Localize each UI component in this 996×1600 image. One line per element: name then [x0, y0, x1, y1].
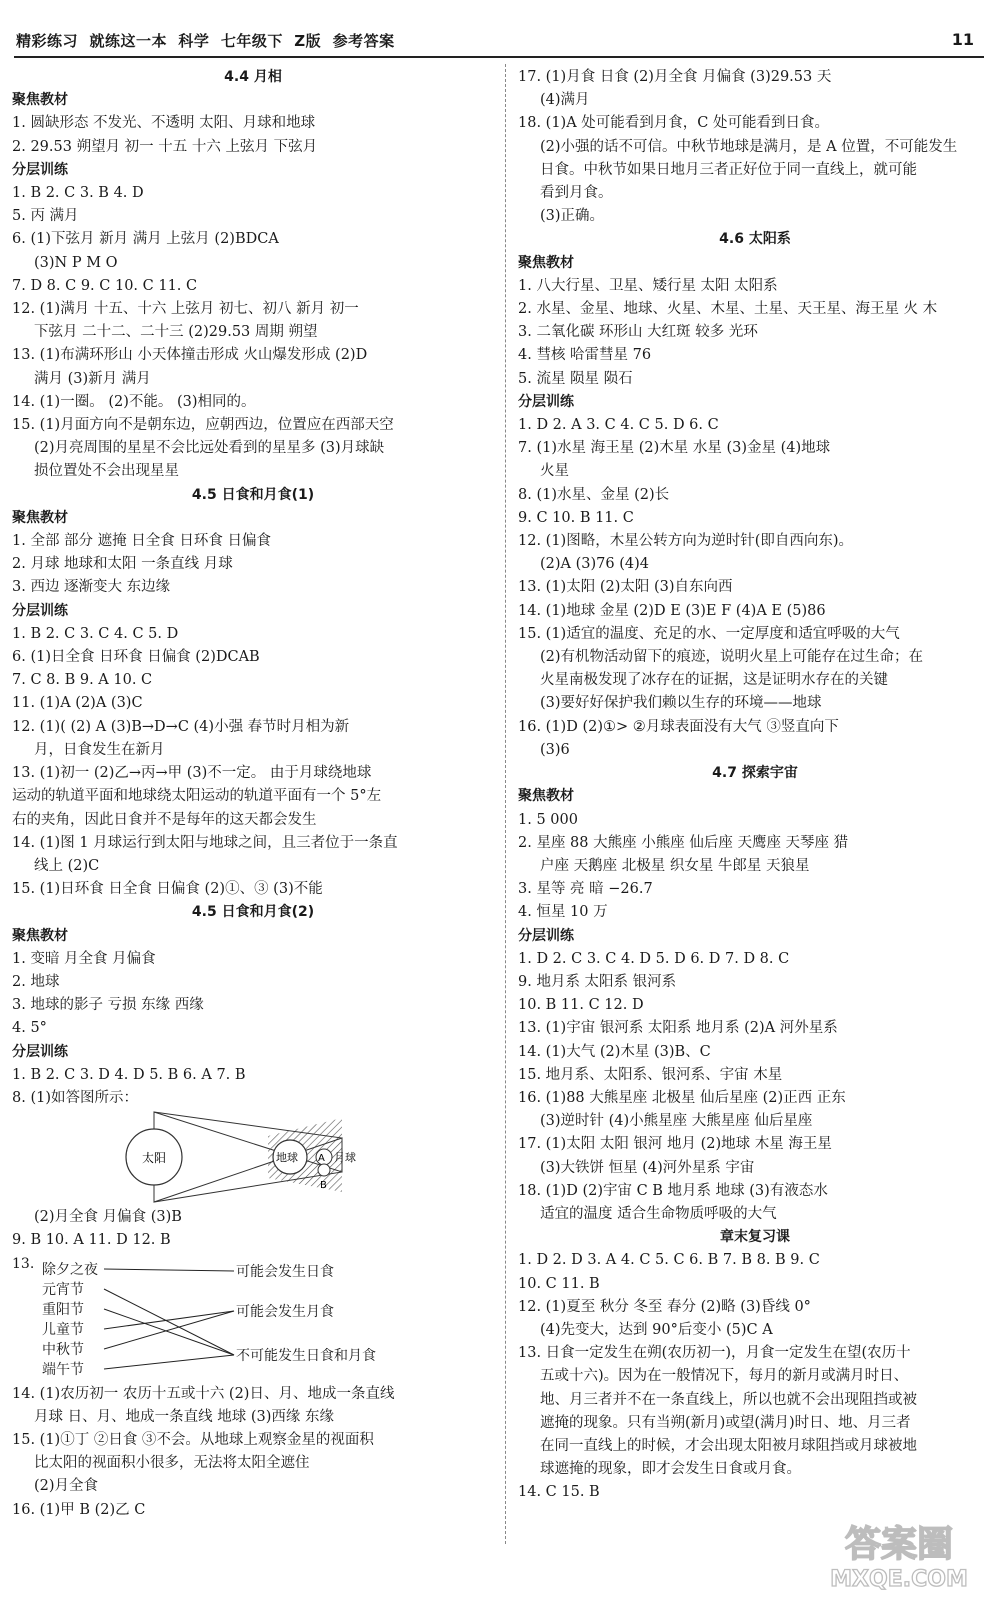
moon-b-circle — [318, 1164, 330, 1176]
answer-line: (3)大铁饼 恒星 (4)河外星系 宇宙 — [540, 1159, 755, 1176]
answer-line: 月球 日、月、地成一条直线 地球 (3)西缘 东缘 — [34, 1408, 334, 1425]
answer-line: 户座 天鹅座 北极星 织女星 牛郎星 天狼星 — [540, 857, 810, 874]
answer-line: 8. (1)如答图所示： — [12, 1089, 138, 1106]
answer-line: 10. B 11. C 12. D — [518, 997, 644, 1014]
answer-line: 地、月三者并不在一条直线上，所以也就不会出现阻挡或被 — [540, 1391, 917, 1408]
answer-line: 1. 八大行星、卫星、矮行星 太阳 太阳系 — [518, 277, 778, 294]
match-line — [104, 1289, 234, 1355]
festival-label: 重阳节 — [42, 1301, 84, 1318]
subsection-label: 分层训练 — [518, 393, 574, 410]
answer-line: 五或十六)。因为在一般情况下，每月的新月或满月时日、 — [540, 1368, 909, 1385]
section-title: 4.7 探索宇宙 — [712, 765, 798, 782]
watermark-stamp — [824, 1516, 974, 1594]
answer-line: 4. 彗核 哈雷彗星 76 — [518, 347, 652, 364]
sun-label: 太阳 — [141, 1151, 167, 1166]
match-line — [104, 1269, 234, 1271]
answer-line: 14. (1)一圈。 (2)不能。 (3)相同的。 — [12, 393, 256, 410]
answer-line: (2)A (3)76 (4)4 — [540, 556, 649, 573]
eclipse-diagram-svg — [12, 1110, 494, 1206]
answer-line: 11. (1)A (2)A (3)C — [12, 695, 143, 712]
subsection-label: 聚焦教材 — [518, 788, 574, 805]
answer-line: 4. 5° — [12, 1020, 47, 1037]
left-column — [12, 66, 494, 1522]
match-line — [104, 1311, 234, 1329]
answer-line: 1. 5 000 — [518, 811, 578, 828]
answer-line: (3)逆时针 (4)小熊星座 大熊星座 仙后星座 — [540, 1113, 813, 1130]
answer-line: 2. 星座 88 大熊座 小熊座 仙后座 天鹰座 天琴座 猎 — [518, 834, 849, 851]
page-header — [0, 0, 996, 56]
answer-line: (2)小强的话不可信。中秋节地球是满月，是 A 位置，不可能发生 — [540, 138, 958, 155]
answer-line: 运动的轨道平面和地球绕太阳运动的轨道平面有一个 5°左 — [12, 788, 382, 805]
answer-line: 13. (1)宇宙 银河系 太阳系 地月系 (2)A 河外星系 — [518, 1020, 838, 1037]
subsection-label: 分层训练 — [518, 927, 574, 944]
answer-line: 比太阳的视面积小很多，无法将太阳全遮住 — [34, 1455, 310, 1472]
answer-line: 15. (1)日环食 日全食 日偏食 (2)①、③ (3)不能 — [12, 881, 323, 898]
answer-line: 1. B 2. C 3. B 4. D — [12, 185, 144, 202]
subsection-label: 聚焦教材 — [12, 92, 68, 109]
answer-line: 7. C 8. B 9. A 10. C — [12, 672, 153, 689]
answer-line: 7. (1)水星 海王星 (2)木星 水星 (3)金星 (4)地球 — [518, 440, 831, 457]
stamp-logo-svg — [824, 1516, 974, 1594]
answer-line: 3. 二氧化碳 环形山 大红斑 较多 光环 — [518, 324, 758, 341]
answer-number: 13. — [12, 1255, 35, 1272]
festival-label: 元宵节 — [42, 1281, 84, 1298]
answer-line: 8. (1)水星、金星 (2)长 — [518, 486, 670, 503]
answer-line: 13. 日食一定发生在朔(农历初一)，月食一定发生在望(农历十 — [518, 1345, 911, 1362]
festival-label: 中秋节 — [42, 1341, 84, 1358]
answer-line: 9. C 10. B 11. C — [518, 509, 634, 526]
answer-line: 14. (1)地球 金星 (2)D E (3)E F (4)A E (5)86 — [518, 602, 826, 619]
section-title: 4.4 月相 — [224, 69, 282, 85]
answer-line: (2)有机物活动留下的痕迹，说明火星上可能存在过生命；在 — [540, 649, 924, 666]
answer-line: 球遮掩的现象，即才会发生日食或月食。 — [540, 1461, 801, 1478]
answer-line: 看到月食。 — [540, 185, 613, 202]
answer-line: 2. 29.53 朔望月 初一 十五 十六 上弦月 下弦月 — [12, 138, 318, 155]
answer-line: 火星南极发现了冰存在的证据，这是证明水存在的关键 — [540, 672, 888, 689]
subsection-label: 聚焦教材 — [12, 509, 68, 526]
answer-line: 16. (1)88 大熊星座 北极星 仙后星座 (2)正西 正东 — [518, 1089, 846, 1106]
festival-label: 儿童节 — [42, 1321, 84, 1338]
header-title: 精彩练习 就练这一本 科学 七年级下 Z版 参考答案 — [16, 32, 395, 50]
answer-line: 月，日食发生在新月 — [34, 741, 165, 758]
answer-line: 遮掩的现象。只有当朔(新月)或望(满月)时日、地、月三者 — [540, 1414, 911, 1431]
match-line — [104, 1311, 234, 1349]
answer-line: 1. D 2. A 3. C 4. C 5. D 6. C — [518, 417, 719, 434]
answer-line: 在同一直线上的时候，才会出现太阳被月球阻挡或月球被地 — [540, 1437, 917, 1454]
answer-line: 2. 月球 地球和太阳 一条直线 月球 — [12, 556, 233, 573]
answer-line: 14. (1)农历初一 农历十五或十六 (2)日、月、地成一条直线 — [12, 1385, 395, 1402]
answer-line: 14. (1)图 1 月球运行到太阳与地球之间，且三者位于一条直 — [12, 834, 398, 851]
column-divider — [505, 64, 506, 1544]
subsection-label: 分层训练 — [12, 1043, 68, 1060]
answer-line: 3. 星等 亮 暗 −26.7 — [518, 881, 653, 898]
answer-line: (3)N P M O — [34, 254, 118, 271]
answer-line: 15. 地月系、太阳系、银河系、宇宙 木星 — [518, 1066, 783, 1083]
answer-line: 12. (1)夏至 秋分 冬至 春分 (2)略 (3)昏线 0° — [518, 1298, 811, 1315]
answer-line: 15. (1)①丁 ②日食 ③不会。从地球上观察金星的视面积 — [12, 1431, 374, 1448]
answer-line: (4)先变大，达到 90°后变小 (5)C A — [540, 1321, 773, 1338]
answer-line: 18. (1)A 处可能看到月食，C 处可能看到日食。 — [518, 115, 829, 132]
answer-line: 5. 丙 满月 — [12, 208, 79, 225]
right-column — [518, 66, 992, 1505]
point-b-label: B — [320, 1180, 327, 1192]
answer-line: 15. (1)月面方向不是朝东边，应朝西边，位置应在西部天空 — [12, 417, 394, 434]
answer-line: 13. (1)布满环形山 小天体撞击形成 火山爆发形成 (2)D — [12, 347, 368, 364]
answer-line: 下弦月 二十二、二十三 (2)29.53 周期 朔望 — [34, 324, 318, 341]
answer-line: 9. B 10. A 11. D 12. B — [12, 1232, 171, 1249]
answer-line: 17. (1)月食 日食 (2)月全食 月偏食 (3)29.53 天 — [518, 69, 832, 85]
matching-lines — [12, 1253, 494, 1383]
answer-line: 日食。中秋节如果日地月三者正好位于同一直线上，就可能 — [540, 161, 917, 178]
earth-label: 地球 — [276, 1151, 298, 1165]
answer-line: 18. (1)D (2)宇宙 C B 地月系 地球 (3)有液态水 — [518, 1182, 828, 1199]
section-title: 4.5 日食和月食(1) — [191, 486, 315, 503]
answer-line: 1. D 2. C 3. C 4. D 5. D 6. D 7. D 8. C — [518, 950, 790, 967]
answer-line: 3. 西边 逐渐变大 东边缘 — [12, 579, 171, 596]
eclipse-diagram — [12, 1110, 494, 1206]
answer-line: 13. (1)初一 (2)乙→丙→甲 (3)不一定。 由于月球绕地球 — [12, 765, 372, 782]
answer-line: 6. (1)下弦月 新月 满月 上弦月 (2)BDCA — [12, 231, 279, 248]
answer-line: 线上 (2)C — [34, 857, 100, 874]
answer-line: 适宜的温度 适合生命物质呼吸的大气 — [540, 1205, 777, 1222]
answer-line: 12. (1)图略，木星公转方向为逆时针(即自西向东)。 — [518, 533, 854, 550]
outcome-label: 可能会发生日食 — [236, 1263, 334, 1280]
answer-line: 12. (1)( (2) A (3)B→D→C (4)小强 春节时月相为新 — [12, 718, 350, 735]
subsection-label: 聚焦教材 — [518, 254, 574, 271]
outcome-label: 不可能发生日食和月食 — [236, 1347, 376, 1364]
moon-label: 月球 — [334, 1151, 356, 1165]
answer-line: 5. 流星 陨星 陨石 — [518, 370, 633, 387]
subsection-label: 分层训练 — [12, 602, 68, 619]
answer-line: 1. 变暗 月全食 月偏食 — [12, 950, 156, 967]
answer-line: 2. 水星、金星、地球、火星、木星、土星、天王星、海王星 火 木 — [518, 301, 938, 318]
answer-line: 12. (1)满月 十五、十六 上弦月 初七、初八 新月 初一 — [12, 301, 359, 318]
answer-line: 2. 地球 — [12, 973, 60, 990]
answer-line: 15. (1)适宜的温度、充足的水、一定厚度和适宜呼吸的大气 — [518, 625, 900, 642]
answer-line: (3)要好好保护我们赖以生存的环境——地球 — [540, 695, 822, 712]
answer-line: (3)正确。 — [540, 208, 605, 225]
answer-line: 1. B 2. C 3. C 4. C 5. D — [12, 625, 179, 642]
festival-label: 端午节 — [42, 1361, 84, 1378]
answer-line: 4. 恒星 10 万 — [518, 904, 608, 921]
answer-line: 16. (1)D (2)①> ②月球表面没有大气 ③竖直向下 — [518, 718, 839, 735]
answer-line: (2)月全食 月偏食 (3)B — [34, 1209, 182, 1226]
answer-line: 9. 地月系 太阳系 银河系 — [518, 973, 677, 990]
section-title: 4.6 太阳系 — [719, 231, 791, 248]
answer-line: 1. 圆缺形态 不发光、不透明 太阳、月球和地球 — [12, 115, 316, 132]
subsection-label: 分层训练 — [12, 161, 68, 178]
answer-line: 16. (1)甲 B (2)乙 C — [12, 1501, 146, 1518]
match-line — [104, 1309, 234, 1355]
outcome-label: 可能会发生月食 — [236, 1303, 334, 1320]
answer-line: 7. D 8. C 9. C 10. C 11. C — [12, 277, 198, 294]
answer-line: 6. (1)日全食 日环食 日偏食 (2)DCAB — [12, 649, 260, 666]
answer-line: 1. 全部 部分 遮掩 日全食 日环食 日偏食 — [12, 533, 271, 550]
section-title: 4.5 日食和月食(2) — [191, 904, 315, 921]
point-a-label: A — [318, 1153, 325, 1165]
answer-line: 1. B 2. C 3. D 4. D 5. B 6. A 7. B — [12, 1066, 246, 1083]
answer-line: 满月 (3)新月 满月 — [34, 370, 151, 387]
answer-line: 14. (1)大气 (2)木星 (3)B、C — [518, 1043, 711, 1060]
stamp-main-text: 答案圈 — [844, 1524, 954, 1565]
answer-line: 17. (1)太阳 太阳 银河 地月 (2)地球 木星 海王星 — [518, 1136, 832, 1153]
answer-line: 10. C 11. B — [518, 1275, 600, 1292]
subsection-label: 聚焦教材 — [12, 927, 68, 944]
answer-line: 14. C 15. B — [518, 1484, 600, 1501]
festival-label: 除夕之夜 — [42, 1261, 98, 1278]
answer-line: (4)满月 — [540, 92, 590, 109]
match-line — [104, 1355, 234, 1369]
stamp-site-text: MXQE.COM — [830, 1567, 968, 1592]
answer-line: 损位置处不会出现星星 — [34, 463, 179, 480]
page-number: 11 — [951, 30, 974, 49]
answer-line: 13. (1)太阳 (2)太阳 (3)自东向西 — [518, 579, 733, 596]
answer-line: (2)月全食 — [34, 1478, 99, 1495]
answer-line: (2)月亮周围的星星不会比远处看到的星星多 (3)月球缺 — [34, 440, 385, 457]
header-rule — [14, 56, 984, 58]
matching-diagram — [12, 1253, 494, 1383]
answer-line: 3. 地球的影子 亏损 东缘 西缘 — [12, 997, 204, 1014]
answer-line: (3)6 — [540, 741, 570, 758]
answer-line: 右的夹角，因此日食并不是每年的这天都会发生 — [12, 811, 317, 828]
answer-line: 火星 — [540, 463, 569, 480]
section-title: 章末复习课 — [720, 1229, 790, 1246]
answer-line: 1. D 2. D 3. A 4. C 5. C 6. B 7. B 8. B 9. C — [518, 1252, 820, 1269]
